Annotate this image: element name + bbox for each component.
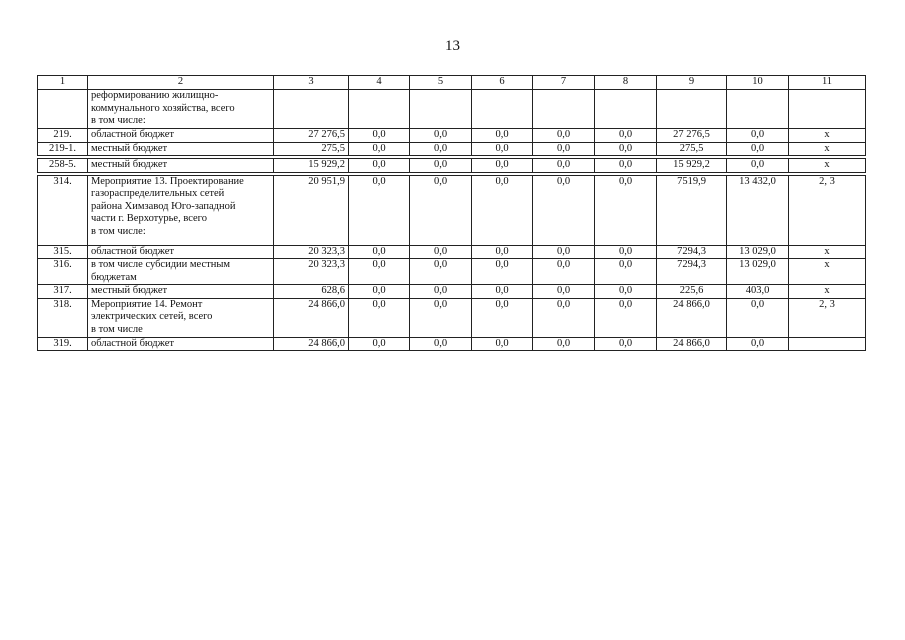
value-cell: 0,0 — [349, 159, 410, 173]
table-row — [38, 285, 866, 299]
row-name-line: части г. Верхотурье, всего — [91, 213, 207, 224]
row-name-line: местный бюджет — [91, 285, 168, 296]
row-name-line: областной бюджет — [91, 337, 174, 349]
value-cell: 0,0 — [727, 337, 789, 351]
value-cell: 0,0 — [410, 245, 472, 259]
row-name-line: местный бюджет — [91, 159, 168, 170]
table-row — [38, 175, 866, 245]
value-cell: 0,0 — [595, 129, 657, 143]
value-cell: 7294,3 — [657, 259, 727, 285]
value-cell: 0,0 — [472, 298, 533, 337]
value-cell: 20 323,3 — [274, 245, 349, 259]
value-cell: 0,0 — [595, 175, 657, 245]
value-cell: 0,0 — [727, 298, 789, 337]
value-cell: 0,0 — [410, 129, 472, 143]
value-cell: 0,0 — [533, 175, 595, 245]
row-name — [88, 175, 274, 245]
table-row — [38, 245, 866, 259]
column-header: 2 — [88, 76, 274, 90]
value-cell: х — [789, 285, 866, 299]
value-cell: 0,0 — [472, 259, 533, 285]
row-name-line: Мероприятие 14. Ремонт — [91, 298, 203, 310]
value-cell: 20 951,9 — [274, 175, 349, 245]
value-cell: 24 866,0 — [274, 337, 349, 351]
column-number-row — [38, 76, 866, 90]
value-cell: х — [789, 259, 866, 285]
row-name — [88, 129, 274, 143]
value-cell: х — [789, 129, 866, 143]
value-cell: 0,0 — [349, 259, 410, 285]
value-cell: 2, 3 — [789, 175, 866, 245]
row-name — [88, 285, 274, 299]
table-row — [38, 159, 866, 173]
value-cell: 0,0 — [349, 142, 410, 156]
value-cell: 0,0 — [349, 129, 410, 143]
value-cell: 0,0 — [595, 159, 657, 173]
budget-table — [37, 75, 866, 351]
row-name-line: в том числе: — [91, 115, 146, 126]
value-cell: 0,0 — [727, 159, 789, 173]
value-cell: 13 432,0 — [727, 175, 789, 245]
row-number: 219-1. — [38, 142, 88, 156]
row-number: 317. — [38, 285, 88, 299]
column-header: 8 — [595, 76, 657, 90]
row-number: 219. — [38, 129, 88, 143]
row-number: 318. — [38, 298, 88, 337]
value-cell — [789, 337, 866, 351]
value-cell: 2, 3 — [789, 298, 866, 337]
value-cell: 15 929,2 — [657, 159, 727, 173]
value-cell: 275,5 — [657, 142, 727, 156]
row-name-line: в том числе: — [91, 225, 146, 237]
empty-cell — [274, 90, 349, 129]
value-cell: 0,0 — [595, 142, 657, 156]
value-cell: 13 029,0 — [727, 245, 789, 259]
value-cell: 27 276,5 — [657, 129, 727, 143]
column-header: 5 — [410, 76, 472, 90]
row-name-line: реформированию жилищно- — [91, 90, 219, 101]
value-cell: 0,0 — [410, 142, 472, 156]
row-name — [88, 245, 274, 259]
row-name-line: района Химзавод Юго-западной — [91, 200, 236, 212]
row-number — [38, 90, 88, 129]
column-header: 10 — [727, 76, 789, 90]
row-name-line: коммунального хозяйства, всего — [91, 102, 235, 114]
column-header: 1 — [38, 76, 88, 90]
value-cell: 0,0 — [472, 129, 533, 143]
value-cell: 0,0 — [349, 298, 410, 337]
row-name-line: в том числе — [91, 323, 143, 335]
row-name-line: электрических сетей, всего — [91, 311, 213, 322]
value-cell: 15 929,2 — [274, 159, 349, 173]
table-row — [38, 142, 866, 156]
value-cell: 0,0 — [472, 245, 533, 259]
row-name-line: газораспределительных сетей — [91, 188, 225, 199]
value-cell: 0,0 — [533, 259, 595, 285]
value-cell: 0,0 — [410, 175, 472, 245]
table-row — [38, 259, 866, 285]
value-cell: х — [789, 245, 866, 259]
value-cell: 0,0 — [410, 337, 472, 351]
empty-cell — [472, 90, 533, 129]
value-cell: 13 029,0 — [727, 259, 789, 285]
value-cell: 0,0 — [472, 175, 533, 245]
value-cell: 0,0 — [533, 298, 595, 337]
value-cell: 7519,9 — [657, 175, 727, 245]
row-number: 315. — [38, 245, 88, 259]
empty-cell — [595, 90, 657, 129]
row-name-line: Мероприятие 13. Проектирование — [91, 175, 244, 187]
value-cell: 0,0 — [595, 259, 657, 285]
value-cell: 0,0 — [349, 175, 410, 245]
value-cell: х — [789, 142, 866, 156]
value-cell: 0,0 — [533, 129, 595, 143]
row-name — [88, 259, 274, 285]
table-row — [38, 337, 866, 351]
value-cell: 0,0 — [472, 337, 533, 351]
value-cell: 0,0 — [595, 298, 657, 337]
row-name-line: областной бюджет — [91, 129, 174, 140]
value-cell: х — [789, 159, 866, 173]
value-cell: 0,0 — [472, 142, 533, 156]
page-number: 13 — [445, 38, 460, 54]
value-cell: 24 866,0 — [657, 298, 727, 337]
value-cell: 24 866,0 — [274, 298, 349, 337]
value-cell: 24 866,0 — [657, 337, 727, 351]
row-name — [88, 337, 274, 351]
table-row — [38, 298, 866, 337]
empty-cell — [657, 90, 727, 129]
row-name-line: бюджетам — [91, 271, 137, 283]
row-number: 316. — [38, 259, 88, 285]
empty-cell — [349, 90, 410, 129]
value-cell: 0,0 — [410, 159, 472, 173]
value-cell: 0,0 — [595, 285, 657, 299]
value-cell: 0,0 — [533, 142, 595, 156]
value-cell: 0,0 — [349, 337, 410, 351]
value-cell: 0,0 — [349, 285, 410, 299]
empty-cell — [410, 90, 472, 129]
row-number: 314. — [38, 175, 88, 245]
value-cell: 628,6 — [274, 285, 349, 299]
value-cell: 20 323,3 — [274, 259, 349, 285]
column-header: 3 — [274, 76, 349, 90]
row-number: 258-5. — [38, 159, 88, 173]
table-row — [38, 129, 866, 143]
empty-cell — [727, 90, 789, 129]
column-header: 11 — [789, 76, 866, 90]
column-header: 7 — [533, 76, 595, 90]
value-cell: 0,0 — [595, 245, 657, 259]
value-cell: 403,0 — [727, 285, 789, 299]
row-name-line: областной бюджет — [91, 245, 174, 257]
value-cell: 0,0 — [410, 285, 472, 299]
value-cell: 0,0 — [533, 337, 595, 351]
value-cell: 0,0 — [410, 259, 472, 285]
value-cell: 0,0 — [533, 285, 595, 299]
row-number: 319. — [38, 337, 88, 351]
value-cell: 0,0 — [727, 142, 789, 156]
row-name-line: местный бюджет — [91, 142, 168, 154]
column-header: 4 — [349, 76, 410, 90]
table-row-continuation — [38, 90, 866, 129]
row-name-line: в том числе субсидии местным — [91, 259, 231, 270]
value-cell: 275,5 — [274, 142, 349, 156]
value-cell: 0,0 — [595, 337, 657, 351]
value-cell: 0,0 — [533, 159, 595, 173]
row-name — [88, 159, 274, 173]
value-cell: 7294,3 — [657, 245, 727, 259]
value-cell: 0,0 — [533, 245, 595, 259]
value-cell: 0,0 — [472, 285, 533, 299]
row-name — [88, 298, 274, 337]
row-name — [88, 142, 274, 156]
empty-cell — [789, 90, 866, 129]
value-cell: 0,0 — [349, 245, 410, 259]
row-name — [88, 90, 274, 129]
value-cell: 27 276,5 — [274, 129, 349, 143]
empty-cell — [533, 90, 595, 129]
value-cell: 0,0 — [727, 129, 789, 143]
value-cell: 0,0 — [410, 298, 472, 337]
column-header: 6 — [472, 76, 533, 90]
value-cell: 0,0 — [472, 159, 533, 173]
column-header: 9 — [657, 76, 727, 90]
value-cell: 225,6 — [657, 285, 727, 299]
